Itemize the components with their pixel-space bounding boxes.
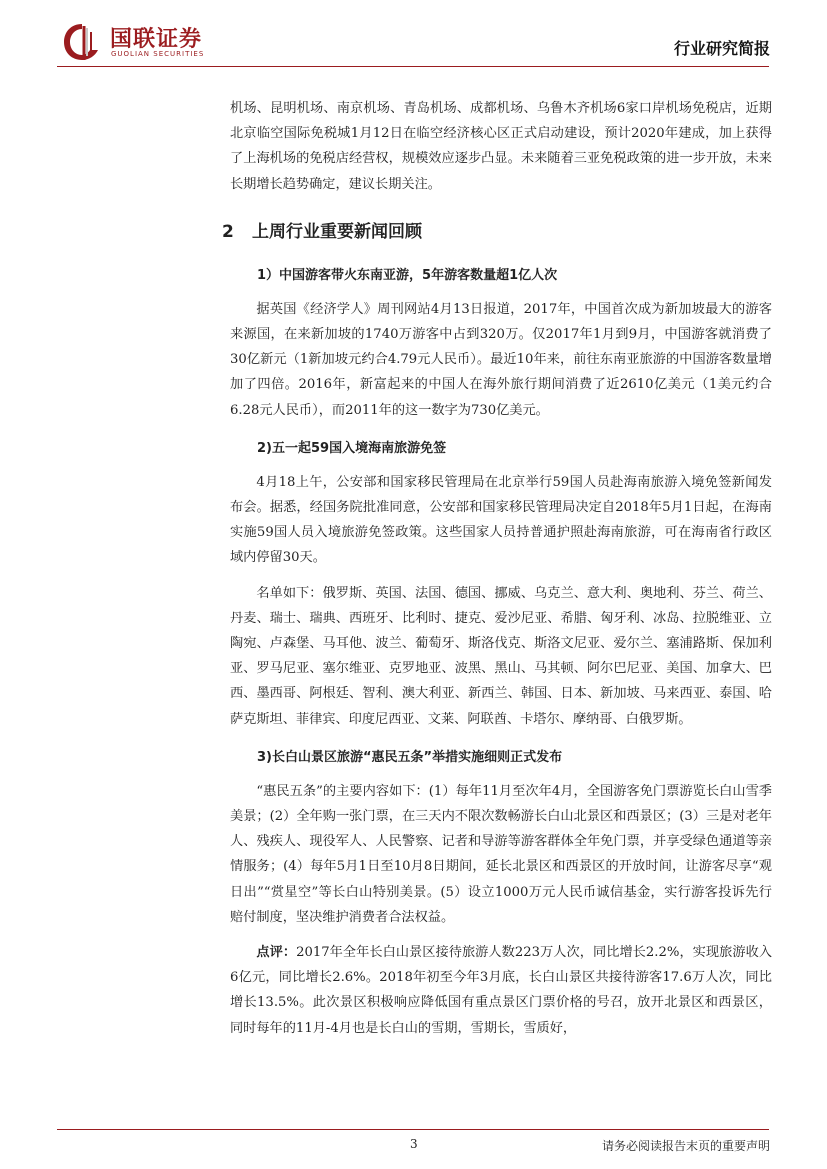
comment-text: 2017年全年长白山景区接待旅游人数223万人次，同比增长2.2%，实现旅游收入6亿元，同比增长2.6%。2018年初至今年3月底，长白山景区共接待游客17.6万人次，同比增长13.5%。此次景区积极响应降低国有重点景区门票价格的号召，放开北景区和西景区，同时每年的11月-4月也是长白山的雪期，雪期长，雪质好，: [230, 945, 773, 1036]
spacer: [230, 930, 772, 940]
section-heading: [222, 217, 772, 242]
report-type-label: 行业研究简报: [673, 39, 770, 58]
logo-chinese-name: 国联证券: [110, 27, 203, 52]
section-title: 上周行业重要新闻回顾: [252, 221, 422, 242]
intro-paragraph: 机场、昆明机场、南京机场、青岛机场、成都机场、乌鲁木齐机场6家口岸机场免税店，近期北京临空国际免税城1月12日在临空经济核心区正式启动建设，预计2020年建成，加上获得了上海机场的免税店经营权，规模效应逐步凸显。未来随着三亚免税政策的进一步开放，未来长期增长趋势确定，建议长期关注。: [230, 101, 772, 192]
comment-label: 点评：: [256, 945, 297, 961]
main-content: [222, 96, 773, 1041]
footer-rule: [57, 1129, 769, 1130]
section-number: 2: [222, 221, 234, 242]
logo-english-name: GUOLIAN SECURITIES: [111, 50, 205, 58]
guolian-logo-icon: [60, 20, 104, 64]
page-number: 3: [410, 1137, 418, 1151]
news-paragraph-2b: 名单如下：俄罗斯、英国、法国、德国、挪威、乌克兰、意大利、奥地利、芬兰、荷兰、丹麦、瑞士、瑞典、西班牙、比利时、捷克、爱沙尼亚、希腊、匈牙利、冰岛、拉脱维亚、立陶宛、卢森堡、马耳他、波兰、葡萄牙、斯洛伐克、斯洛文尼亚、爱尔兰、塞浦路斯、保加利亚、罗马尼亚、塞尔维亚、克罗地亚、波黑、黑山、马其顿、阿尔巴尼亚、美国、加拿大、巴西、墨西哥、阿根廷、智利、澳大利亚、新西兰、韩国、日本、新加坡、马来西亚、泰国、哈萨克斯坦、菲律宾、印度尼西亚、文莱、阿联酋、卡塔尔、摩纳哥、白俄罗斯。: [230, 585, 772, 727]
news-paragraph-2a: 4月18上午，公安部和国家移民管理局在北京举行59国人员赴海南旅游入境免签新闻发布会。据悉，经国务院批准同意，公安部和国家移民管理局决定自2018年5月1日起，在海南实施59国人员入境旅游免签政策。这些国家人员持普通护照赴海南旅游，可在海南省行政区域内停留30天。: [230, 474, 772, 566]
news-paragraph-3: “惠民五条”的主要内容如下：(1）每年11月至次年4月，全国游客免门票游览长白山雪季美景；(2）全年购一张门票，在三天内不限次数畅游长白山北景区和西景区；(3）三是对老年人、残疾人、现役军人、人民警察、记者和导游等游客群体全年免门票，并享受绿色通道等亲情服务；(4）每年5月1日至10月8日期间，延长北景区和西景区的开放时间，让游客尽享“观日出”“赏星空”等长白山特别美景。(5）设立1000万元人民币诚信基金，实行游客投诉先行赔付制度，坚决维护消费者合法权益。: [230, 783, 772, 925]
page-header: [0, 0, 827, 72]
comment-paragraph: [230, 940, 772, 1041]
company-logo: [60, 20, 250, 62]
footer-disclaimer: 请务必阅读报告末页的重要声明: [601, 1139, 770, 1153]
news-paragraph-1: 据英国《经济学人》周刊网站4月13日报道，2017年，中国首次成为新加坡最大的游客来源国，在来新加坡的1740万游客中占到320万。仅2017年1月到9月，中国游客就消费了30亿新元（1新加坡元约合4.79元人民币）。最近10年来，前往东南亚旅游的中国游客数量增加了四倍。2016年，新富起来的中国人在海外旅行期间消费了近2610亿美元（1美元约合6.28元人民币），而2011年的这一数字为730亿美元。: [230, 301, 772, 418]
header-rule: [57, 66, 769, 67]
news-heading-1: 1）中国游客带火东南亚游，5年游客数量超1亿人次: [257, 267, 558, 283]
news-heading-3: 3)长白山景区旅游“惠民五条”举措实施细则正式发布: [257, 749, 563, 765]
news-heading-2: 2)五一起59国入境海南旅游免签: [257, 440, 447, 456]
spacer: [230, 571, 772, 581]
